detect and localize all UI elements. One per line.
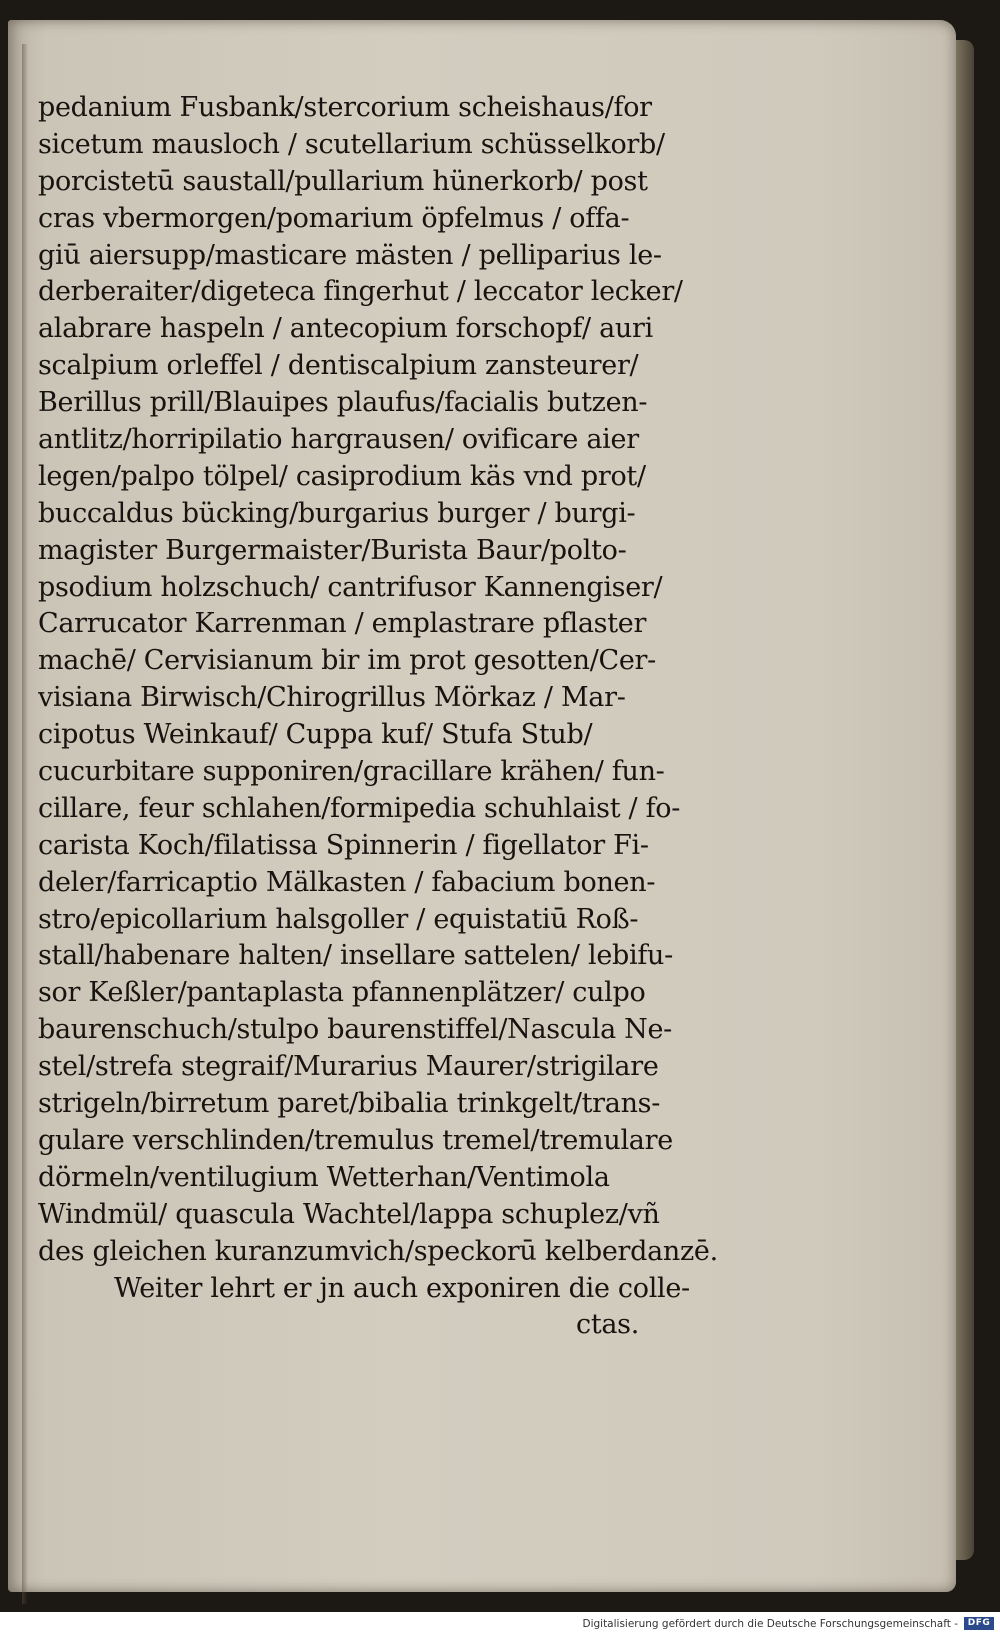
text-line: dörmeln/ventilugium Wetterhan/Ventimola xyxy=(38,1161,610,1193)
text-line: alabrare haspeln / antecopium forschopf/ auri xyxy=(38,313,653,345)
text-line: baurenschuch/stulpo baurenstiffel/Nascula Ne- xyxy=(38,1014,672,1046)
text-line: des gleichen kuranzumvich/speckorū kelberdanzē. xyxy=(38,1235,718,1267)
text-line: cucurbitare supponiren/gracillare krähen/ fun- xyxy=(38,756,665,788)
text-line: machē/ Cervisianum bir im prot gesotten/Cer- xyxy=(38,645,656,677)
paragraph-start-line: Weiter lehrt er jn auch exponiren die colle- xyxy=(114,1272,690,1304)
text-line: antlitz/horripilatio hargrausen/ ovificare aier xyxy=(38,424,639,456)
text-line: scalpium orleffel / dentiscalpium zansteurer/ xyxy=(38,350,639,382)
text-line: sicetum mausloch / scutellarium schüsselkorb/ xyxy=(38,128,665,160)
text-line: gulare verschlinden/tremulus tremel/tremulare xyxy=(38,1124,673,1156)
text-line: visiana Birwisch/Chirogrillus Mörkaz / Mar- xyxy=(38,682,626,714)
text-line: giū aiersupp/masticare mästen / pelliparius le- xyxy=(38,239,662,271)
text-line: cipotus Weinkauf/ Cuppa kuf/ Stufa Stub/ xyxy=(38,719,593,751)
text-line: strigeln/birretum paret/bibalia trinkgelt/trans- xyxy=(38,1088,661,1120)
text-line: deler/farricaptio Mälkasten / fabacium bonen- xyxy=(38,866,656,898)
page-text xyxy=(38,90,728,1344)
text-line: stro/epicollarium halsgoller / equistatiū Roß- xyxy=(38,903,639,935)
page-gutter-shadow xyxy=(22,44,28,1604)
text-line: stall/habenare halten/ insellare sattelen/ lebifu- xyxy=(38,940,673,972)
text-line: magister Burgermaister/Burista Baur/polto- xyxy=(38,534,627,566)
text-line: cras vbermorgen/pomarium öpfelmus / offa- xyxy=(38,202,630,234)
funding-credit: Digitalisierung gefördert durch die Deutsche Forschungsgemeinschaft - xyxy=(582,1618,958,1630)
text-line: buccaldus bücking/burgarius burger / burgi- xyxy=(38,497,636,529)
text-line: psodium holzschuch/ cantrifusor Kannengiser/ xyxy=(38,571,663,603)
text-line: pedanium Fusbank/stercorium scheishaus/for xyxy=(38,92,652,123)
text-line: stel/strefa stegraif/Murarius Maurer/strigilare xyxy=(38,1051,659,1083)
text-line: carista Koch/filatissa Spinnerin / figellator Fi- xyxy=(38,829,649,861)
text-line: porcistetū saustall/pullarium hünerkorb/ post xyxy=(38,165,648,197)
text-line: Windmül/ quascula Wachtel/lappa schuplez/vñ xyxy=(38,1198,660,1230)
text-line: Carrucator Karrenman / emplastrare pflaster xyxy=(38,608,647,640)
text-line: Berillus prill/Blauipes plaufus/facialis butzen- xyxy=(38,387,648,419)
text-line: sor Keßler/pantaplasta pfannenplätzer/ culpo xyxy=(38,977,646,1009)
text-line: cillare, feur schlahen/formipedia schuhlaist / fo- xyxy=(38,792,681,824)
catchword-line: ctas. xyxy=(576,1309,640,1341)
text-line: derberaiter/digeteca fingerhut / leccator lecker/ xyxy=(38,276,683,308)
text-line: legen/palpo tölpel/ casiprodium käs vnd prot/ xyxy=(38,460,646,492)
page-edge xyxy=(956,40,974,1560)
dfg-logo: DFG xyxy=(964,1617,994,1630)
